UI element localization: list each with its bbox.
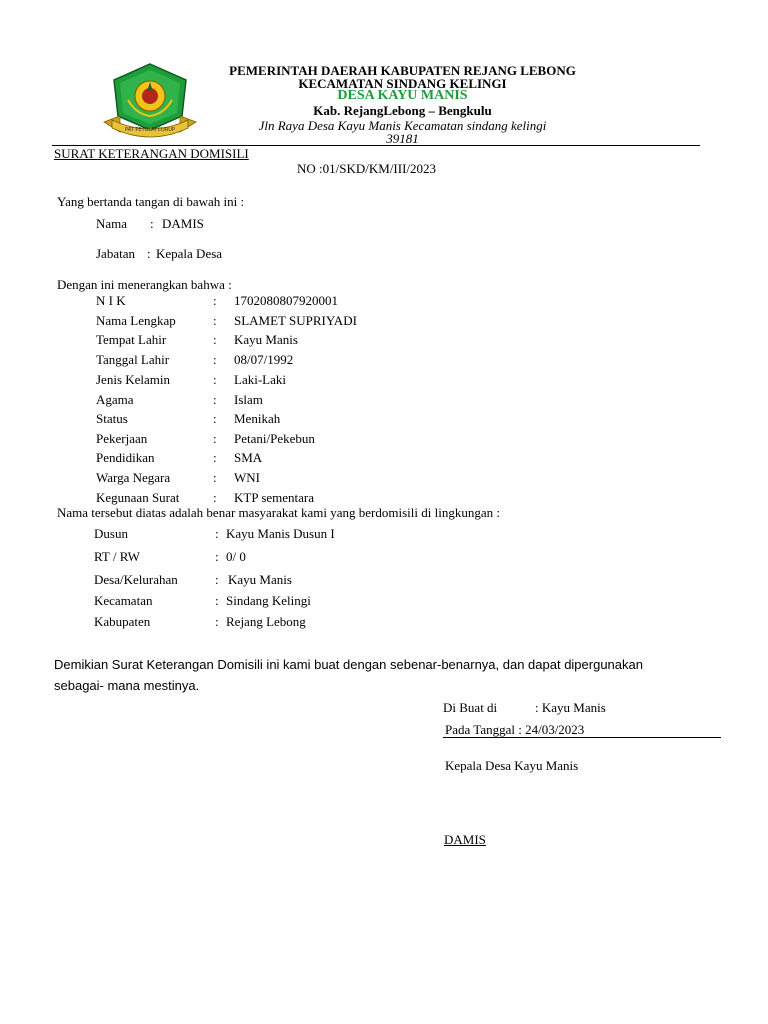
field-colon: : [213, 470, 217, 485]
field-label: Jabatan [96, 246, 135, 261]
field-colon: : [215, 572, 219, 587]
field-label: Desa/Kelurahan [94, 572, 178, 587]
field-colon: : [213, 450, 217, 465]
field-colon: : [215, 614, 219, 629]
document-number: NO :01/SKD/KM/III/2023 [297, 161, 437, 176]
field-value: SLAMET SUPRIYADI [234, 313, 357, 328]
field-value: 0/ 0 [226, 549, 246, 564]
field-label: RT / RW [94, 549, 140, 564]
field-label: Pekerjaan [96, 431, 148, 446]
field-label: Tempat Lahir [96, 332, 167, 347]
field-value: Menikah [234, 411, 281, 426]
field-colon: : [150, 216, 154, 231]
field-value: Petani/Pekebun [234, 431, 315, 446]
field-colon: : [147, 246, 151, 261]
field-value: 1702080807920001 [234, 293, 338, 308]
made-at-label: Di Buat di [443, 700, 498, 715]
field-value: Sindang Kelingi [226, 593, 311, 608]
header-village: DESA KAYU MANIS [337, 88, 468, 103]
header-postal-code: 39181 [386, 131, 419, 146]
field-value: Rejang Lebong [226, 614, 306, 629]
signer-position: Kepala Desa Kayu Manis [445, 758, 579, 773]
field-colon: : [215, 593, 219, 608]
field-label: Kecamatan [94, 593, 153, 608]
field-value: Laki-Laki [234, 372, 286, 387]
field-value: Kepala Desa [156, 246, 223, 261]
header-government: PEMERINTAH DAERAH KABUPATEN REJANG LEBONG [229, 63, 576, 78]
residence-intro: Nama tersebut diatas adalah benar masyarakat kami yang berdomisili di lingkungan : [57, 505, 500, 520]
field-label: Kegunaan Surat [96, 490, 180, 505]
regency-logo [100, 62, 200, 138]
field-colon: : [213, 392, 217, 407]
field-value: Kayu Manis [228, 572, 292, 587]
header-address: Jln Raya Desa Kayu Manis Kecamatan sindang kelingi [258, 118, 547, 133]
field-value: DAMIS [162, 216, 204, 231]
field-label: Agama [96, 392, 134, 407]
document-title: SURAT KETERANGAN DOMISILI [54, 146, 249, 161]
closing-line-1: Demikian Surat Keterangan Domisili ini kami buat dengan sebenar-benarnya, dan dapat dipergunakan [54, 657, 643, 672]
field-colon: : [213, 293, 217, 308]
signer-intro: Yang bertanda tangan di bawah ini : [57, 194, 245, 209]
closing-line-2: sebagai- mana mestinya. [54, 678, 200, 693]
field-value: KTP sementara [234, 490, 315, 505]
field-label: Warga Negara [96, 470, 171, 485]
signature-divider [443, 737, 721, 738]
field-value: WNI [234, 470, 260, 485]
field-label: Status [96, 411, 128, 426]
field-colon: : [213, 332, 217, 347]
field-value: SMA [234, 450, 263, 465]
field-label: Dusun [94, 526, 128, 541]
field-colon: : [213, 411, 217, 426]
field-label: Jenis Kelamin [96, 372, 171, 387]
made-at-value: : Kayu Manis [535, 700, 606, 715]
logo-ribbon-text: PAT PETULAI CURUP [125, 127, 175, 133]
field-colon: : [213, 313, 217, 328]
header-regency: Kab. RejangLebong – Bengkulu [313, 103, 492, 118]
signer-name: DAMIS [444, 832, 486, 847]
field-colon: : [213, 490, 217, 505]
header-district: KECAMATAN SINDANG KELINGI [298, 76, 507, 91]
field-colon: : [213, 352, 217, 367]
field-label: Nama Lengkap [96, 313, 176, 328]
field-label: Tanggal Lahir [96, 352, 170, 367]
field-value: Kayu Manis Dusun I [226, 526, 335, 541]
field-label: Kabupaten [94, 614, 151, 629]
subject-intro: Dengan ini menerangkan bahwa : [57, 277, 232, 292]
date-line: Pada Tanggal : 24/03/2023 [445, 722, 585, 737]
field-colon: : [213, 372, 217, 387]
field-colon: : [215, 526, 219, 541]
field-value: 08/07/1992 [234, 352, 294, 367]
field-label: Nama [96, 216, 128, 231]
field-label: N I K [96, 293, 126, 308]
field-label: Pendidikan [96, 450, 155, 465]
field-colon: : [215, 549, 219, 564]
field-value: Kayu Manis [234, 332, 298, 347]
field-colon: : [213, 431, 217, 446]
field-value: Islam [234, 392, 263, 407]
